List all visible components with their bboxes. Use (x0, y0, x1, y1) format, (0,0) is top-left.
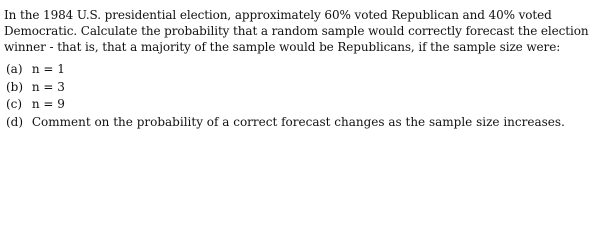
part-text: n = 9 (31, 97, 65, 111)
problem-part-c (4, 96, 608, 114)
part-text: Comment on the probability of a correct forecast changes as the sample size increases. (31, 114, 565, 129)
part-marker: (b) (6, 79, 24, 94)
problem-parts-list (4, 61, 608, 131)
problem-intro: In the 1984 U.S. presidential election, approximately 60% voted Republican and 40% voted Democratic. Calculate the probability that a random sample would correctly forecast the election winner - that is, that a majority of the sample would be Republicans, if the sample size were: (4, 8, 589, 54)
problem-part-a (4, 61, 608, 79)
part-text: n = 1 (31, 62, 65, 76)
problem-part-d (4, 114, 608, 132)
part-marker: (c) (6, 97, 23, 111)
problem-statement (4, 7, 608, 131)
part-text: n = 3 (31, 79, 65, 94)
problem-part-b (4, 79, 608, 97)
part-marker: (a) (6, 62, 23, 76)
part-marker: (d) (6, 114, 24, 129)
